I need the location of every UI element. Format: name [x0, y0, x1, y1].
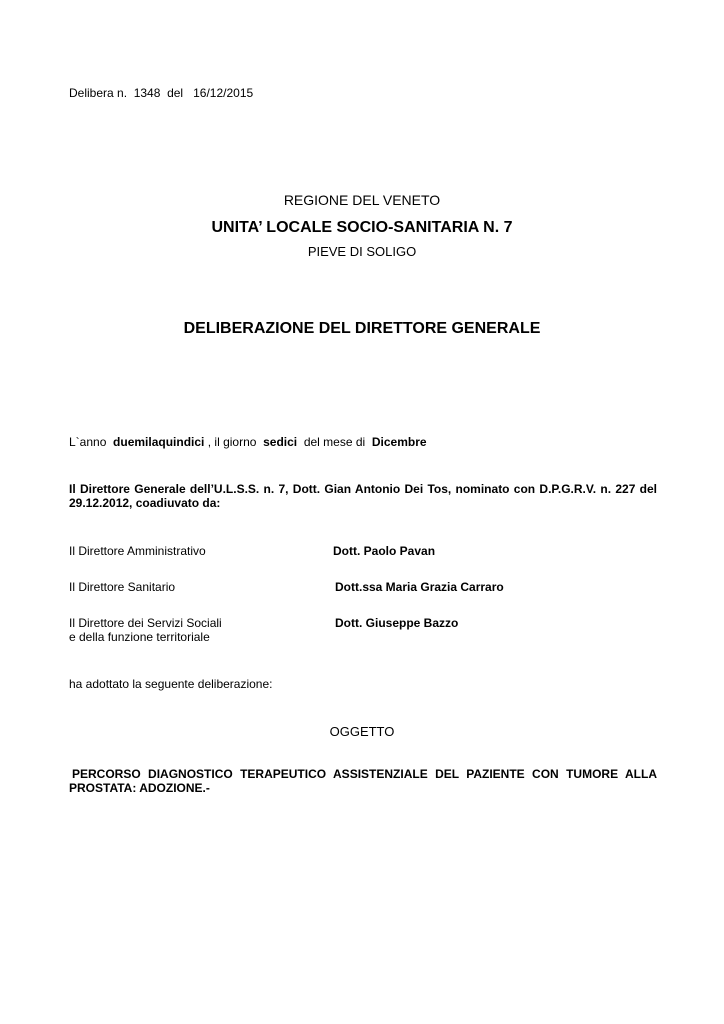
delibera-date: 16/12/2015 — [193, 86, 254, 100]
date-year: duemilaquindici — [113, 435, 205, 449]
date-day: sedici — [263, 435, 298, 449]
director-general-paragraph: Il Direttore Generale dell’U.L.S.S. n. 7, Dott. Gian Antonio Dei Tos, nominato con D.P.G.R.V. n. 227 del 29.12.2012, coadiuvato da: — [69, 482, 657, 510]
date-mid: , il giorno — [207, 435, 257, 449]
place-title: PIEVE DI SOLIGO — [307, 244, 417, 259]
del-label: del — [167, 86, 184, 100]
delibera-label: Delibera n. — [69, 86, 128, 100]
date-prefix: L`anno — [69, 435, 107, 449]
assistant-role-administrative: Il Direttore Amministrativo — [69, 544, 206, 558]
assistant-role-social: Il Direttore dei Servizi Sociali — [69, 616, 222, 630]
subject-label: OGGETTO — [329, 724, 395, 739]
date-line — [69, 435, 427, 449]
assistant-name-social: Dott. Giuseppe Bazzo — [335, 616, 459, 630]
delibera-number: 1348 — [133, 86, 161, 100]
adopted-line: ha adottato la seguente deliberazione: — [69, 677, 273, 691]
assistant-name-health: Dott.ssa Maria Grazia Carraro — [335, 580, 504, 594]
unit-title: UNITA’ LOCALE SOCIO-SANITARIA N. 7 — [211, 219, 513, 236]
assistant-role-health: Il Direttore Sanitario — [69, 580, 176, 594]
region-title: REGIONE DEL VENETO — [283, 192, 441, 208]
deliberation-title: DELIBERAZIONE DEL DIRETTORE GENERALE — [183, 320, 541, 337]
assistant-role-social-line2: e della funzione territoriale — [69, 630, 210, 644]
subject-text: PERCORSO DIAGNOSTICO TERAPEUTICO ASSISTENZIALE DEL PAZIENTE CON TUMORE ALLA PROSTATA: ADOZIONE.- — [69, 767, 657, 795]
date-month: Dicembre — [371, 435, 427, 449]
assistant-name-administrative: Dott. Paolo Pavan — [333, 544, 436, 558]
delibera-header — [69, 86, 253, 100]
date-month-label: del mese di — [303, 435, 366, 449]
